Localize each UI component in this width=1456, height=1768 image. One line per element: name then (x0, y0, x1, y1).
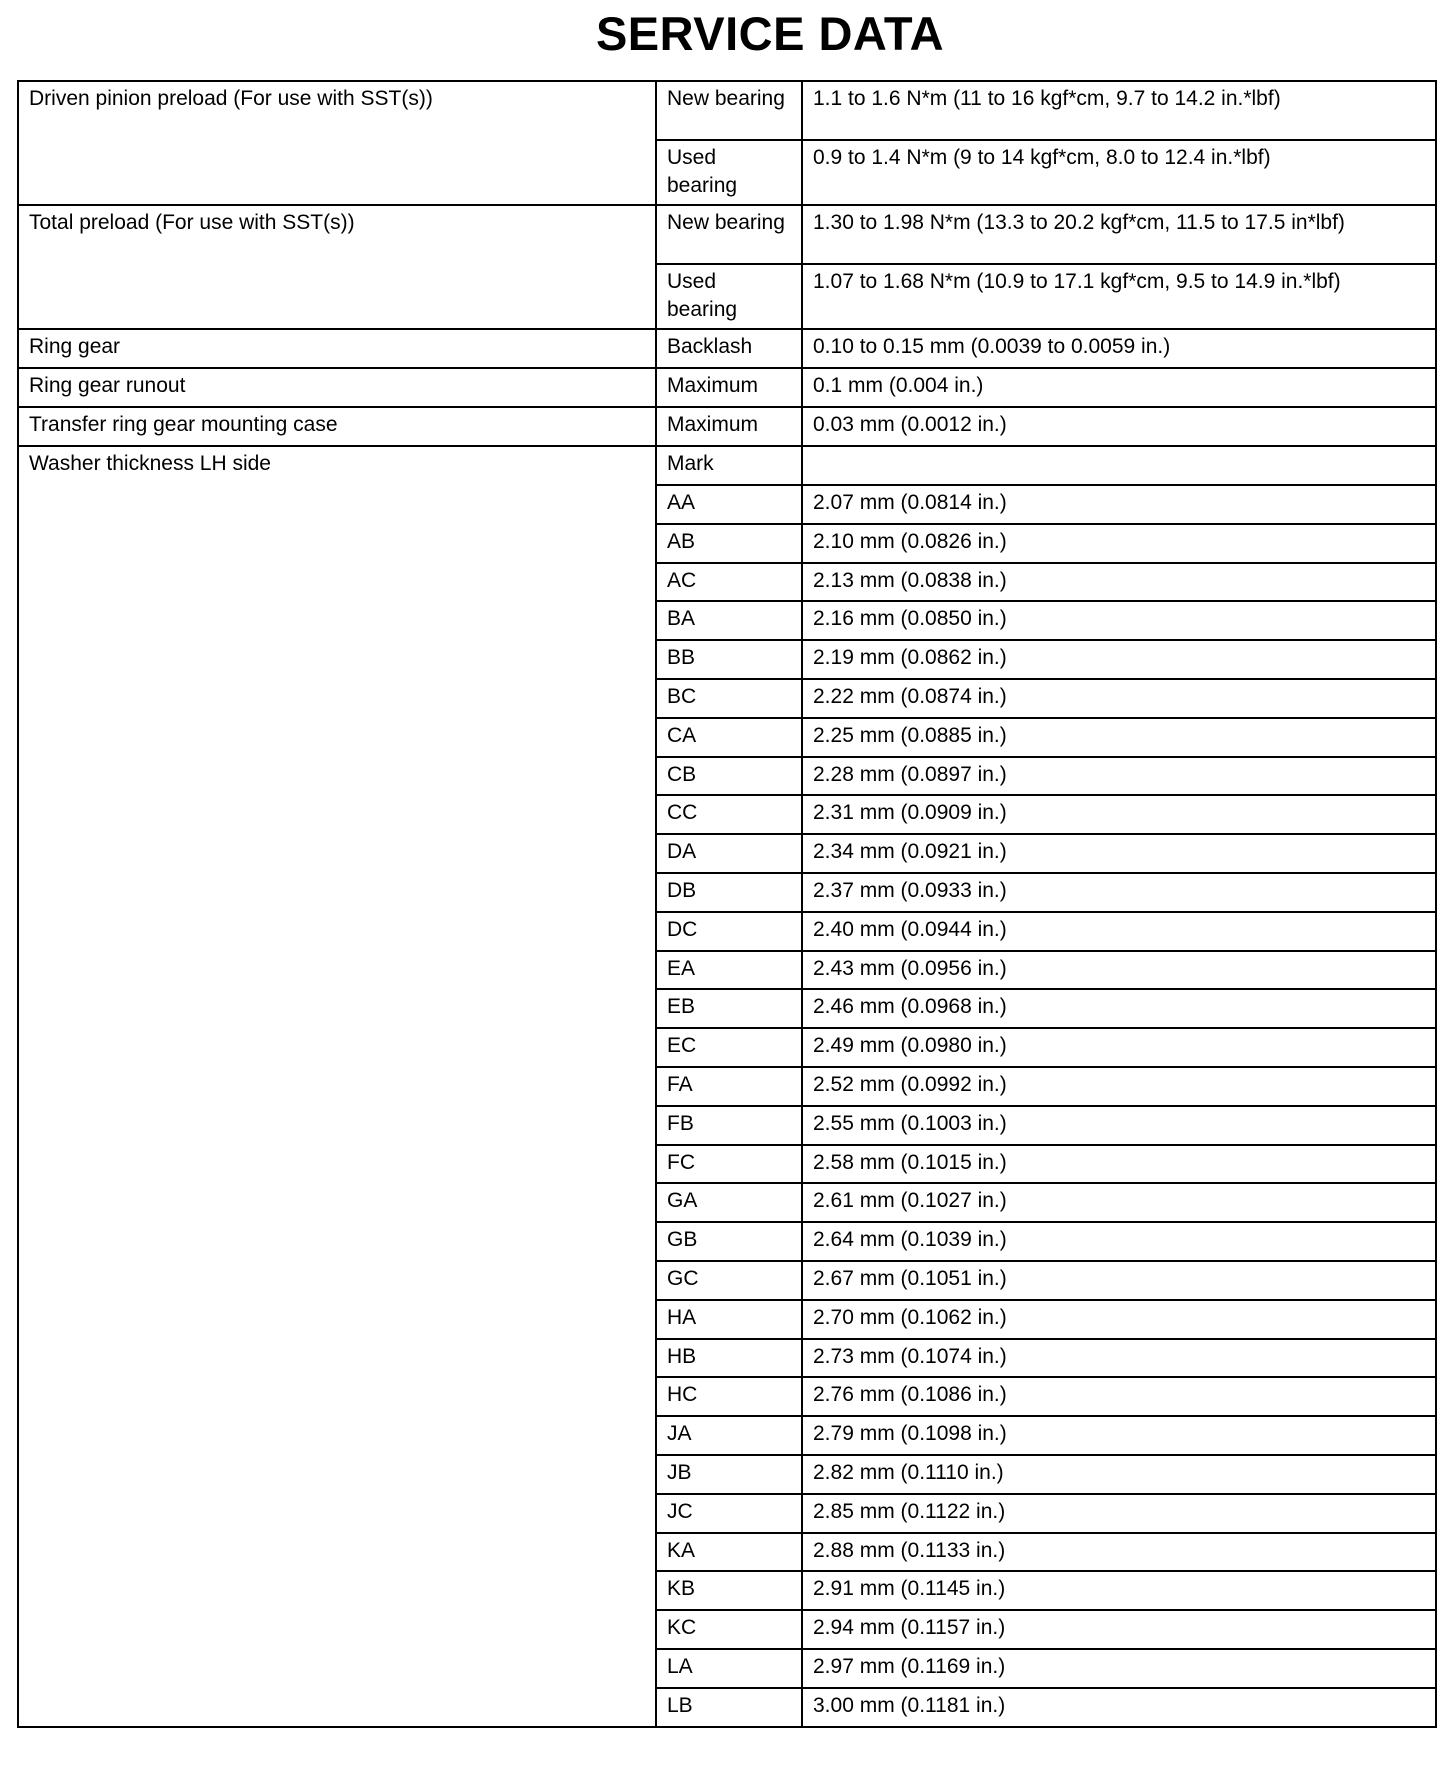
mark-cell: DA (656, 834, 802, 873)
value-cell: 2.13 mm (0.0838 in.) (802, 563, 1436, 602)
value-cell: 2.28 mm (0.0897 in.) (802, 757, 1436, 796)
condition-cell: New bearing (656, 205, 802, 264)
table-row (18, 368, 1436, 407)
value-cell: 0.03 mm (0.0012 in.) (802, 407, 1436, 446)
value-cell: 2.34 mm (0.0921 in.) (802, 834, 1436, 873)
service-data-table (17, 80, 1437, 1728)
table-row (18, 446, 1436, 485)
item-cell: Total preload (For use with SST(s)) (18, 205, 656, 329)
value-cell: 2.73 mm (0.1074 in.) (802, 1339, 1436, 1378)
mark-cell: LB (656, 1688, 802, 1727)
mark-cell: JA (656, 1416, 802, 1455)
value-cell: 2.52 mm (0.0992 in.) (802, 1067, 1436, 1106)
condition-cell: Backlash (656, 329, 802, 368)
mark-cell: DC (656, 912, 802, 951)
mark-cell: BA (656, 601, 802, 640)
value-cell: 2.22 mm (0.0874 in.) (802, 679, 1436, 718)
value-cell: 0.9 to 1.4 N*m (9 to 14 kgf*cm, 8.0 to 12.4 in.*lbf) (802, 140, 1436, 205)
page-title: SERVICE DATA (595, 7, 945, 60)
mark-cell: GB (656, 1222, 802, 1261)
mark-cell: HC (656, 1377, 802, 1416)
value-cell: 2.43 mm (0.0956 in.) (802, 951, 1436, 990)
table-row (18, 329, 1436, 368)
mark-cell: BB (656, 640, 802, 679)
mark-cell: FA (656, 1067, 802, 1106)
mark-cell: BC (656, 679, 802, 718)
condition-cell: Used bearing (656, 264, 802, 329)
value-cell: 2.37 mm (0.0933 in.) (802, 873, 1436, 912)
mark-cell: HB (656, 1339, 802, 1378)
value-cell: 1.07 to 1.68 N*m (10.9 to 17.1 kgf*cm, 9.5 to 14.9 in.*lbf) (802, 264, 1436, 329)
value-cell: 2.31 mm (0.0909 in.) (802, 795, 1436, 834)
value-cell: 2.58 mm (0.1015 in.) (802, 1145, 1436, 1184)
item-cell: Washer thickness LH side (18, 446, 656, 1727)
mark-cell: HA (656, 1300, 802, 1339)
mark-cell: LA (656, 1649, 802, 1688)
value-cell: 2.88 mm (0.1133 in.) (802, 1533, 1436, 1572)
table-row (18, 407, 1436, 446)
value-cell: 2.49 mm (0.0980 in.) (802, 1028, 1436, 1067)
mark-cell: CA (656, 718, 802, 757)
condition-cell: New bearing (656, 81, 802, 140)
mark-cell: EC (656, 1028, 802, 1067)
condition-cell: Maximum (656, 407, 802, 446)
value-cell: 2.97 mm (0.1169 in.) (802, 1649, 1436, 1688)
mark-cell: EB (656, 989, 802, 1028)
mark-cell: GC (656, 1261, 802, 1300)
mark-cell: KC (656, 1610, 802, 1649)
value-cell: 2.70 mm (0.1062 in.) (802, 1300, 1436, 1339)
value-cell: 2.55 mm (0.1003 in.) (802, 1106, 1436, 1145)
value-cell: 1.30 to 1.98 N*m (13.3 to 20.2 kgf*cm, 11.5 to 17.5 in*lbf) (802, 205, 1436, 264)
value-cell: 2.46 mm (0.0968 in.) (802, 989, 1436, 1028)
condition-cell: Maximum (656, 368, 802, 407)
mark-cell: GA (656, 1183, 802, 1222)
mark-cell: FC (656, 1145, 802, 1184)
value-cell (802, 446, 1436, 485)
mark-cell: CC (656, 795, 802, 834)
value-cell: 3.00 mm (0.1181 in.) (802, 1688, 1436, 1727)
value-cell: 0.10 to 0.15 mm (0.0039 to 0.0059 in.) (802, 329, 1436, 368)
mark-cell: EA (656, 951, 802, 990)
mark-cell: CB (656, 757, 802, 796)
table-row (18, 205, 1436, 264)
value-cell: 2.94 mm (0.1157 in.) (802, 1610, 1436, 1649)
item-cell: Transfer ring gear mounting case (18, 407, 656, 446)
value-cell: 2.67 mm (0.1051 in.) (802, 1261, 1436, 1300)
value-cell: 2.19 mm (0.0862 in.) (802, 640, 1436, 679)
table-row (18, 81, 1436, 140)
service-data-table-body (18, 81, 1436, 1727)
mark-cell: JB (656, 1455, 802, 1494)
value-cell: 2.10 mm (0.0826 in.) (802, 524, 1436, 563)
value-cell: 2.76 mm (0.1086 in.) (802, 1377, 1436, 1416)
value-cell: 2.91 mm (0.1145 in.) (802, 1571, 1436, 1610)
value-cell: 2.16 mm (0.0850 in.) (802, 601, 1436, 640)
item-cell: Ring gear runout (18, 368, 656, 407)
value-cell: 2.61 mm (0.1027 in.) (802, 1183, 1436, 1222)
value-cell: 0.1 mm (0.004 in.) (802, 368, 1436, 407)
value-cell: 2.07 mm (0.0814 in.) (802, 485, 1436, 524)
value-cell: 2.82 mm (0.1110 in.) (802, 1455, 1436, 1494)
value-cell: 2.85 mm (0.1122 in.) (802, 1494, 1436, 1533)
value-cell: 2.40 mm (0.0944 in.) (802, 912, 1436, 951)
value-cell: 2.79 mm (0.1098 in.) (802, 1416, 1436, 1455)
mark-cell: AA (656, 485, 802, 524)
value-cell: 2.25 mm (0.0885 in.) (802, 718, 1436, 757)
mark-cell: KA (656, 1533, 802, 1572)
mark-cell: KB (656, 1571, 802, 1610)
mark-cell: JC (656, 1494, 802, 1533)
mark-cell: FB (656, 1106, 802, 1145)
mark-header-cell: Mark (656, 446, 802, 485)
mark-cell: AB (656, 524, 802, 563)
value-cell: 2.64 mm (0.1039 in.) (802, 1222, 1436, 1261)
item-cell: Driven pinion preload (For use with SST(s)) (18, 81, 656, 205)
item-cell: Ring gear (18, 329, 656, 368)
condition-cell: Used bearing (656, 140, 802, 205)
mark-cell: DB (656, 873, 802, 912)
value-cell: 1.1 to 1.6 N*m (11 to 16 kgf*cm, 9.7 to 14.2 in.*lbf) (802, 81, 1436, 140)
mark-cell: AC (656, 563, 802, 602)
